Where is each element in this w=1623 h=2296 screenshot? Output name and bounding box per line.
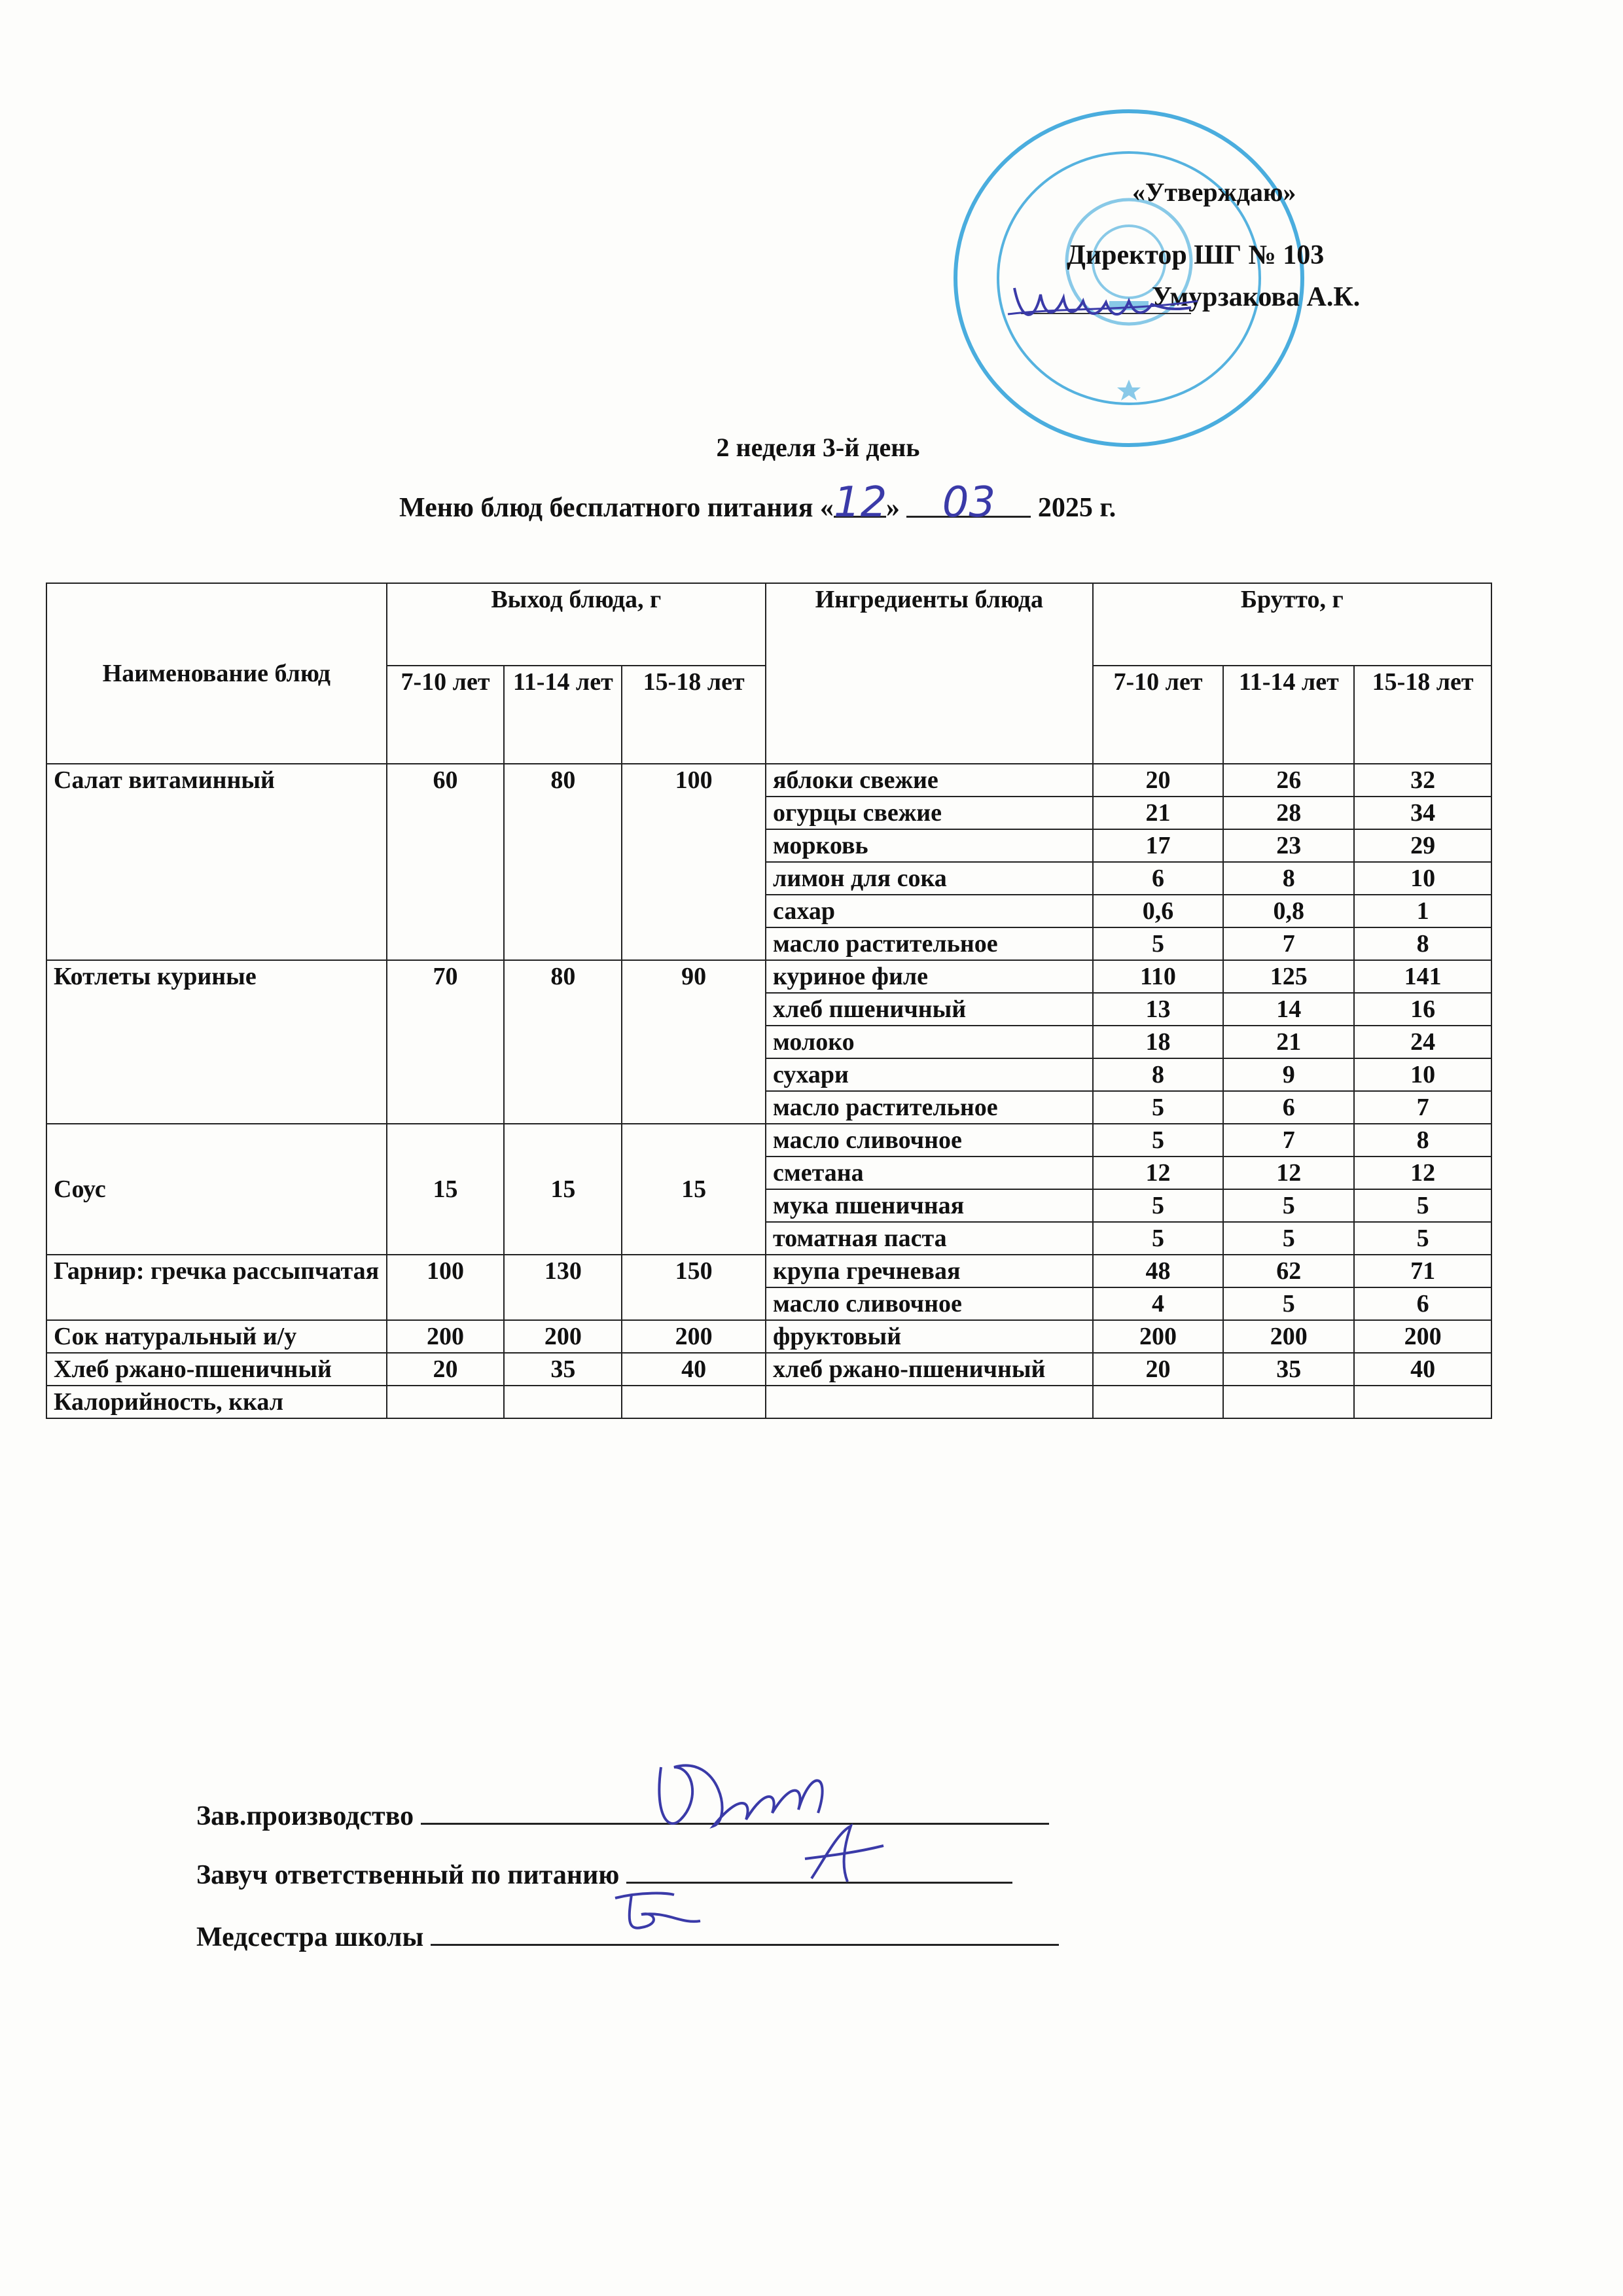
dish-yield: 70 xyxy=(387,960,505,1124)
ingredient-gross: 5 xyxy=(1223,1189,1354,1222)
dish-yield: 100 xyxy=(387,1255,505,1320)
ingredient-gross: 5 xyxy=(1223,1287,1354,1320)
header-yield-age-15-18: 15-18 лет xyxy=(622,666,766,764)
ingredient-name: масло сливочное xyxy=(766,1287,1093,1320)
menu-month: 03 xyxy=(906,490,1031,518)
header-yield-age-11-14: 11-14 лет xyxy=(504,666,622,764)
table-row xyxy=(46,960,1491,993)
dish-yield: 130 xyxy=(504,1255,622,1320)
dish-yield: 80 xyxy=(504,764,622,960)
ingredient-name: масло сливочное xyxy=(766,1124,1093,1157)
ingredient-gross: 6 xyxy=(1223,1091,1354,1124)
dish-yield: 40 xyxy=(622,1353,766,1386)
ingredient-gross: 5 xyxy=(1093,1091,1224,1124)
ingredient-gross: 12 xyxy=(1354,1157,1491,1189)
menu-year: 2025 г. xyxy=(1037,493,1116,523)
ingredient-gross: 0,6 xyxy=(1093,895,1224,927)
table-row xyxy=(46,764,1491,797)
ingredient-gross: 5 xyxy=(1354,1189,1491,1222)
ingredient-gross: 18 xyxy=(1093,1026,1224,1058)
header-ingredients: Ингредиенты блюда xyxy=(766,583,1093,764)
header-gross-age-11-14: 11-14 лет xyxy=(1223,666,1354,764)
ingredient-gross: 5 xyxy=(1093,1124,1224,1157)
ingredient-gross: 34 xyxy=(1354,797,1491,829)
ingredient-name: фруктовый xyxy=(766,1320,1093,1353)
ingredient-gross: 40 xyxy=(1354,1353,1491,1386)
ingredient-name: морковь xyxy=(766,829,1093,862)
ingredient-name: масло растительное xyxy=(766,927,1093,960)
ingredient-gross: 5 xyxy=(1093,927,1224,960)
ingredient-name: сметана xyxy=(766,1157,1093,1189)
table-row xyxy=(46,1320,1491,1353)
ingredient-gross: 8 xyxy=(1223,862,1354,895)
ingredient-gross: 6 xyxy=(1354,1287,1491,1320)
dish-yield: 200 xyxy=(504,1320,622,1353)
ingredient-name: куриное филе xyxy=(766,960,1093,993)
table-row xyxy=(46,1255,1491,1287)
ingredient-gross: 14 xyxy=(1223,993,1354,1026)
footer-production-label: Зав.производство xyxy=(196,1801,414,1831)
ingredient-gross: 6 xyxy=(1093,862,1224,895)
approval-title: «Утверждаю» xyxy=(1132,177,1296,207)
ingredient-name: хлеб ржано-пшеничный xyxy=(766,1353,1093,1386)
dish-yield: 15 xyxy=(504,1124,622,1255)
ingredient-gross: 110 xyxy=(1093,960,1224,993)
ingredient-gross: 200 xyxy=(1223,1320,1354,1353)
header-yield-age-7-10: 7-10 лет xyxy=(387,666,505,764)
header-yield: Выход блюда, г xyxy=(387,583,766,666)
dish-name: Сок натуральный и/у xyxy=(46,1320,387,1353)
dish-yield: 15 xyxy=(622,1124,766,1255)
footer-nurse-line xyxy=(431,1918,1059,1946)
ingredient-name: яблоки свежие xyxy=(766,764,1093,797)
dish-yield: 200 xyxy=(622,1320,766,1353)
ingredient-gross: 12 xyxy=(1223,1157,1354,1189)
ingredient-gross: 16 xyxy=(1354,993,1491,1026)
menu-day: 12 xyxy=(833,478,887,527)
header-dish-name: Наименование блюд xyxy=(46,583,387,764)
ingredient-gross: 10 xyxy=(1354,862,1491,895)
ingredient-gross: 200 xyxy=(1093,1320,1224,1353)
dish-name: Салат витаминный xyxy=(46,764,387,960)
ingredient-gross: 17 xyxy=(1093,829,1224,862)
ingredient-name: сухари xyxy=(766,1058,1093,1091)
ingredient-gross: 20 xyxy=(1093,1353,1224,1386)
menu-title-prefix: Меню блюд бесплатного питания « xyxy=(399,493,834,523)
ingredient-gross: 48 xyxy=(1093,1255,1224,1287)
header-gross-age-7-10: 7-10 лет xyxy=(1093,666,1224,764)
ingredient-gross: 8 xyxy=(1354,927,1491,960)
ingredient-gross: 35 xyxy=(1223,1353,1354,1386)
director-signature xyxy=(1001,262,1204,340)
ingredient-gross: 125 xyxy=(1223,960,1354,993)
ingredient-gross: 21 xyxy=(1093,797,1224,829)
ingredient-gross: 28 xyxy=(1223,797,1354,829)
calories-label: Калорийность, ккал xyxy=(46,1386,387,1418)
ingredient-gross: 5 xyxy=(1093,1189,1224,1222)
dish-yield: 35 xyxy=(504,1353,622,1386)
ingredient-gross: 1 xyxy=(1354,895,1491,927)
ingredient-name: огурцы свежие xyxy=(766,797,1093,829)
dish-name: Соус xyxy=(46,1124,387,1255)
ingredient-gross: 5 xyxy=(1223,1222,1354,1255)
ingredient-gross: 200 xyxy=(1354,1320,1491,1353)
table-row xyxy=(46,1124,1491,1157)
menu-table xyxy=(46,583,1492,1419)
ingredient-gross: 8 xyxy=(1093,1058,1224,1091)
ingredient-gross: 20 xyxy=(1093,764,1224,797)
ingredient-gross: 7 xyxy=(1223,927,1354,960)
ingredient-gross: 71 xyxy=(1354,1255,1491,1287)
ingredient-gross: 10 xyxy=(1354,1058,1491,1091)
dish-yield: 20 xyxy=(387,1353,505,1386)
dish-yield: 150 xyxy=(622,1255,766,1320)
dish-yield: 200 xyxy=(387,1320,505,1353)
ingredient-gross: 23 xyxy=(1223,829,1354,862)
dish-name: Гарнир: гречка рассыпчатая xyxy=(46,1255,387,1320)
dish-name: Хлеб ржано-пшеничный xyxy=(46,1353,387,1386)
ingredient-gross: 9 xyxy=(1223,1058,1354,1091)
ingredient-gross: 8 xyxy=(1354,1124,1491,1157)
ingredient-gross: 0,8 xyxy=(1223,895,1354,927)
dish-yield: 60 xyxy=(387,764,505,960)
table-row xyxy=(46,1353,1491,1386)
dish-yield: 90 xyxy=(622,960,766,1124)
footer-nurse-label: Медсестра школы xyxy=(196,1922,424,1952)
ingredient-gross: 29 xyxy=(1354,829,1491,862)
ingredient-gross: 32 xyxy=(1354,764,1491,797)
dish-yield: 15 xyxy=(387,1124,505,1255)
ingredient-name: томатная паста xyxy=(766,1222,1093,1255)
ingredient-gross: 4 xyxy=(1093,1287,1224,1320)
ingredient-gross: 21 xyxy=(1223,1026,1354,1058)
header-gross: Брутто, г xyxy=(1093,583,1491,666)
ingredient-gross: 5 xyxy=(1354,1222,1491,1255)
ingredient-gross: 7 xyxy=(1223,1124,1354,1157)
approval-name: Умурзакова А.К. xyxy=(1152,282,1361,312)
footer-production xyxy=(196,1797,1049,1832)
ingredient-name: мука пшеничная xyxy=(766,1189,1093,1222)
calories-row xyxy=(46,1386,1491,1418)
week-day-heading: 2 неделя 3-й день xyxy=(716,433,920,462)
footer-head-teacher-label: Завуч ответственный по питанию xyxy=(196,1860,620,1890)
nurse-signature xyxy=(602,1885,707,1944)
dish-yield: 100 xyxy=(622,764,766,960)
ingredient-gross: 5 xyxy=(1093,1222,1224,1255)
ingredient-gross: 26 xyxy=(1223,764,1354,797)
ingredient-gross: 62 xyxy=(1223,1255,1354,1287)
dish-yield: 80 xyxy=(504,960,622,1124)
menu-title: Меню блюд бесплатного питания «12» 03 2025 г. xyxy=(399,478,1116,527)
ingredient-gross: 7 xyxy=(1354,1091,1491,1124)
ingredient-name: молоко xyxy=(766,1026,1093,1058)
ingredient-gross: 13 xyxy=(1093,993,1224,1026)
ingredient-name: хлеб пшеничный xyxy=(766,993,1093,1026)
head-teacher-signature xyxy=(785,1820,890,1892)
ingredient-gross: 12 xyxy=(1093,1157,1224,1189)
ingredient-name: крупа гречневая xyxy=(766,1255,1093,1287)
ingredient-name: лимон для сока xyxy=(766,862,1093,895)
dish-name: Котлеты куриные xyxy=(46,960,387,1124)
ingredient-name: масло растительное xyxy=(766,1091,1093,1124)
ingredient-name: сахар xyxy=(766,895,1093,927)
ingredient-gross: 24 xyxy=(1354,1026,1491,1058)
ingredient-gross: 141 xyxy=(1354,960,1491,993)
approval-director: Директор ШГ № 103 xyxy=(1067,240,1325,270)
header-gross-age-15-18: 15-18 лет xyxy=(1354,666,1491,764)
